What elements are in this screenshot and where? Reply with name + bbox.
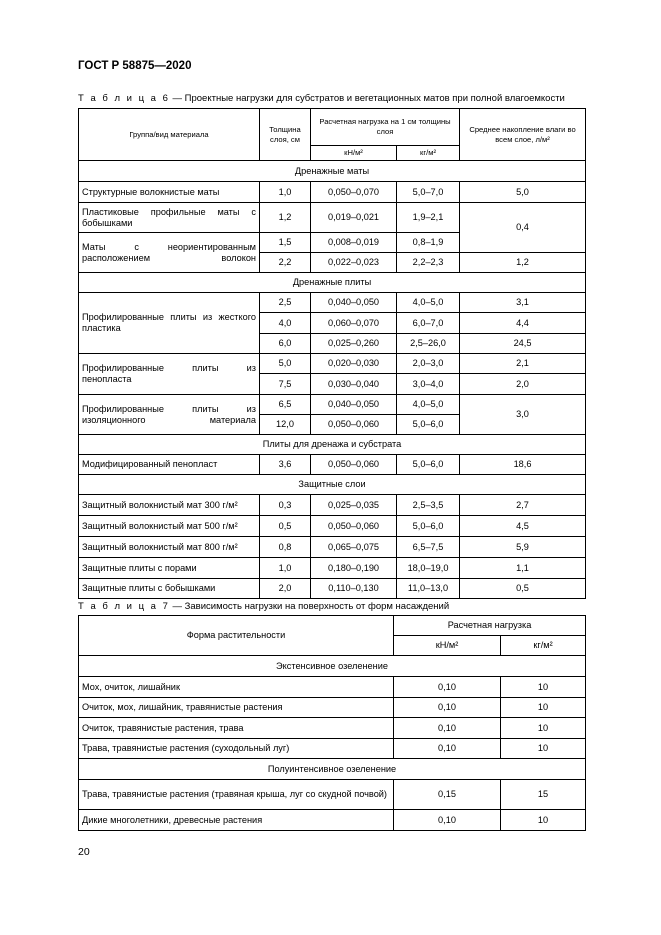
col-header-load: Расчетная нагрузка на 1 см толщины слоя xyxy=(311,109,460,146)
cell-kn: 0,019–0,021 xyxy=(311,203,397,233)
col-header-form: Форма растительности xyxy=(79,616,394,656)
row-name: Структурные волокнистые маты xyxy=(79,182,260,203)
cell-moisture: 2,1 xyxy=(460,354,586,374)
cell-kg: 6,0–7,0 xyxy=(397,313,460,334)
cell-kn: 0,020–0,030 xyxy=(311,354,397,374)
col-header-kn: кН/м² xyxy=(394,636,501,656)
cell-kg: 15 xyxy=(501,780,586,810)
cell-thickness: 0,3 xyxy=(260,495,311,516)
cell-kn: 0,030–0,040 xyxy=(311,374,397,395)
table-7 xyxy=(78,615,586,831)
cell-kn: 0,008–0,019 xyxy=(311,233,397,253)
row-name: Маты с неориентированным расположением волокон xyxy=(79,233,260,273)
cell-kn: 0,050–0,060 xyxy=(311,455,397,475)
table7-caption xyxy=(78,601,449,612)
col-header-load: Расчетная нагрузка xyxy=(394,616,586,636)
row-name: Защитный волокнистый мат 500 г/м² xyxy=(79,516,260,537)
cell-moisture: 3,1 xyxy=(460,293,586,313)
section-header: Полуинтенсивное озеленение xyxy=(79,759,586,780)
cell-kn: 0,10 xyxy=(394,698,501,718)
section-header: Плиты для дренажа и субстрата xyxy=(79,435,586,455)
cell-kn: 0,10 xyxy=(394,739,501,759)
row-name: Защитные плиты с бобышками xyxy=(79,579,260,599)
cell-thickness: 1,5 xyxy=(260,233,311,253)
cell-kn: 0,10 xyxy=(394,718,501,739)
section-header: Дренажные плиты xyxy=(79,273,586,293)
cell-kg: 2,2–2,3 xyxy=(397,253,460,273)
cell-kg: 4,0–5,0 xyxy=(397,395,460,415)
cell-thickness: 2,0 xyxy=(260,579,311,599)
table7-caption-prefix: Т а б л и ц а 7 xyxy=(78,601,170,612)
cell-kn: 0,025–0,035 xyxy=(311,495,397,516)
cell-kg: 0,8–1,9 xyxy=(397,233,460,253)
cell-kn: 0,050–0,060 xyxy=(311,516,397,537)
cell-kg: 2,5–3,5 xyxy=(397,495,460,516)
table6-caption xyxy=(78,93,565,104)
table7-caption-text: — Зависимость нагрузки на поверхность от форм насаждений xyxy=(169,601,450,612)
cell-moisture: 0,4 xyxy=(460,203,586,253)
row-name: Мох, очиток, лишайник xyxy=(79,677,394,698)
cell-thickness: 2,5 xyxy=(260,293,311,313)
cell-kg: 5,0–6,0 xyxy=(397,516,460,537)
cell-moisture: 1,1 xyxy=(460,558,586,579)
section-header: Дренажные маты xyxy=(79,161,586,182)
cell-kg: 10 xyxy=(501,810,586,831)
cell-kg: 10 xyxy=(501,698,586,718)
cell-kg: 1,9–2,1 xyxy=(397,203,460,233)
cell-kg: 5,0–6,0 xyxy=(397,415,460,435)
cell-moisture: 2,0 xyxy=(460,374,586,395)
cell-thickness: 1,2 xyxy=(260,203,311,233)
col-header-group: Группа/вид материала xyxy=(79,109,260,161)
cell-kn: 0,050–0,070 xyxy=(311,182,397,203)
document-header: ГОСТ Р 58875—2020 xyxy=(78,60,192,72)
cell-kg: 10 xyxy=(501,677,586,698)
cell-thickness: 6,0 xyxy=(260,334,311,354)
table6-caption-text: — Проектные нагрузки для субстратов и вегетационных матов при полной влагоемкости xyxy=(169,93,565,104)
row-name: Модифицированный пенопласт xyxy=(79,455,260,475)
row-name: Очиток, мох, лишайник, травянистые растения xyxy=(79,698,394,718)
cell-moisture: 18,6 xyxy=(460,455,586,475)
cell-thickness: 4,0 xyxy=(260,313,311,334)
cell-moisture: 2,7 xyxy=(460,495,586,516)
cell-thickness: 1,0 xyxy=(260,182,311,203)
row-name: Трава, травянистые растения (суходольный луг) xyxy=(79,739,394,759)
section-header: Защитные слои xyxy=(79,475,586,495)
col-header-kn: кН/м² xyxy=(311,146,397,161)
cell-kg: 10 xyxy=(501,718,586,739)
cell-kn: 0,050–0,060 xyxy=(311,415,397,435)
cell-kg: 3,0–4,0 xyxy=(397,374,460,395)
col-header-thickness: Толщина слоя, см xyxy=(260,109,311,161)
cell-moisture: 1,2 xyxy=(460,253,586,273)
row-name: Профилированные плиты из пенопласта xyxy=(79,354,260,395)
cell-moisture: 4,5 xyxy=(460,516,586,537)
cell-kg: 2,0–3,0 xyxy=(397,354,460,374)
table-6 xyxy=(78,108,586,599)
cell-moisture: 0,5 xyxy=(460,579,586,599)
section-header: Экстенсивное озеленение xyxy=(79,656,586,677)
row-name: Дикие многолетники, древесные растения xyxy=(79,810,394,831)
row-name: Пластиковые профильные маты с бобышками xyxy=(79,203,260,233)
cell-kg: 5,0–7,0 xyxy=(397,182,460,203)
cell-kn: 0,040–0,050 xyxy=(311,395,397,415)
cell-kg: 11,0–13,0 xyxy=(397,579,460,599)
row-name: Профилированные плиты из изоляционного материала xyxy=(79,395,260,435)
cell-kg: 10 xyxy=(501,739,586,759)
cell-thickness: 1,0 xyxy=(260,558,311,579)
row-name: Профилированные плиты из жесткого пластика xyxy=(79,293,260,354)
row-name: Очиток, травянистые растения, трава xyxy=(79,718,394,739)
cell-kg: 2,5–26,0 xyxy=(397,334,460,354)
cell-thickness: 0,8 xyxy=(260,537,311,558)
cell-kn: 0,040–0,050 xyxy=(311,293,397,313)
cell-moisture: 5,9 xyxy=(460,537,586,558)
cell-kn: 0,10 xyxy=(394,677,501,698)
cell-kn: 0,022–0,023 xyxy=(311,253,397,273)
cell-thickness: 5,0 xyxy=(260,354,311,374)
cell-moisture: 5,0 xyxy=(460,182,586,203)
cell-kg: 6,5–7,5 xyxy=(397,537,460,558)
cell-kn: 0,025–0,260 xyxy=(311,334,397,354)
cell-thickness: 7,5 xyxy=(260,374,311,395)
col-header-kg: кг/м² xyxy=(397,146,460,161)
col-header-moisture: Среднее накопление влаги во всем слое, л/м² xyxy=(460,109,586,161)
cell-moisture: 4,4 xyxy=(460,313,586,334)
cell-moisture: 24,5 xyxy=(460,334,586,354)
col-header-kg: кг/м² xyxy=(501,636,586,656)
cell-kg: 18,0–19,0 xyxy=(397,558,460,579)
cell-moisture: 3,0 xyxy=(460,395,586,435)
cell-kn: 0,15 xyxy=(394,780,501,810)
row-name: Защитный волокнистый мат 800 г/м² xyxy=(79,537,260,558)
row-name: Трава, травянистые растения (травяная крыша, луг со скудной почвой) xyxy=(79,780,394,810)
page-number: 20 xyxy=(78,846,90,858)
cell-kn: 0,065–0,075 xyxy=(311,537,397,558)
cell-kn: 0,180–0,190 xyxy=(311,558,397,579)
cell-thickness: 12,0 xyxy=(260,415,311,435)
cell-thickness: 0,5 xyxy=(260,516,311,537)
cell-thickness: 2,2 xyxy=(260,253,311,273)
cell-thickness: 3,6 xyxy=(260,455,311,475)
cell-kn: 0,110–0,130 xyxy=(311,579,397,599)
cell-thickness: 6,5 xyxy=(260,395,311,415)
cell-kg: 4,0–5,0 xyxy=(397,293,460,313)
cell-kn: 0,060–0,070 xyxy=(311,313,397,334)
row-name: Защитные плиты с порами xyxy=(79,558,260,579)
table6-caption-prefix: Т а б л и ц а 6 xyxy=(78,93,170,104)
row-name: Защитный волокнистый мат 300 г/м² xyxy=(79,495,260,516)
cell-kg: 5,0–6,0 xyxy=(397,455,460,475)
cell-kn: 0,10 xyxy=(394,810,501,831)
